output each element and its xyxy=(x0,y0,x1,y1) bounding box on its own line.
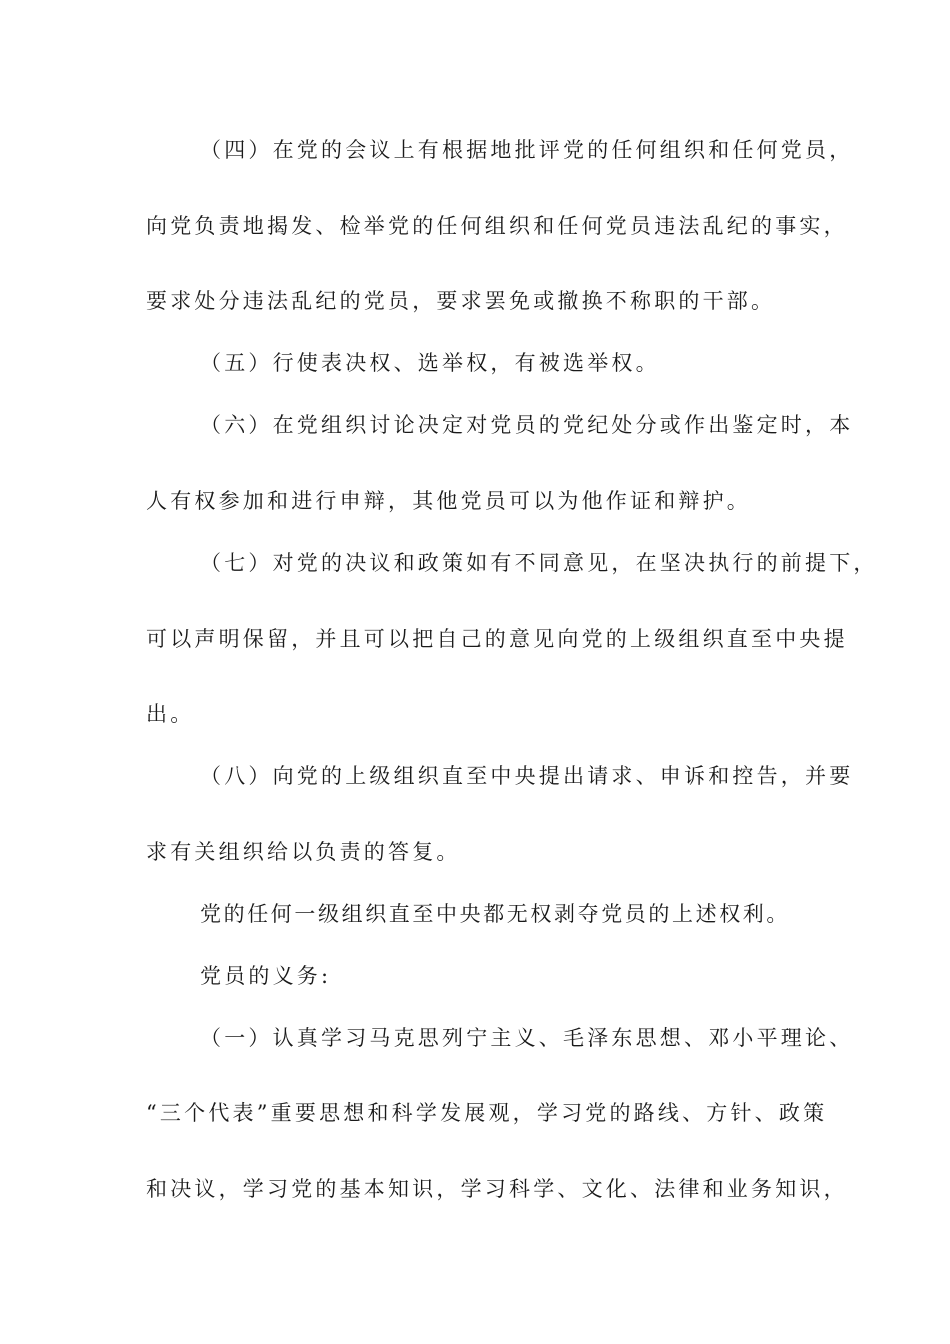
paragraph-rights-7-line-2: 可以声明保留，并且可以把自己的意见向党的上级组织直至中央提 xyxy=(146,627,848,651)
heading-member-duties: 党员的义务: xyxy=(200,964,332,988)
paragraph-duties-1-line-1: （一）认真学习马克思列宁主义、毛泽东思想、邓小平理论、 xyxy=(200,1026,854,1050)
paragraph-rights-7-line-3: 出。 xyxy=(146,702,195,726)
paragraph-duties-1-line-2: “三个代表”重要思想和科学发展观，学习党的路线、方针、政策 xyxy=(146,1101,828,1125)
paragraph-duties-1-line-3: 和决议，学习党的基本知识，学习科学、文化、法律和业务知识， xyxy=(146,1177,848,1201)
paragraph-rights-5: （五）行使表决权、选举权，有被选举权。 xyxy=(200,351,660,375)
paragraph-rights-8-line-2: 求有关组织给以负责的答复。 xyxy=(146,840,461,864)
paragraph-rights-statement: 党的任何一级组织直至中央都无权剥夺党员的上述权利。 xyxy=(200,902,790,926)
paragraph-rights-7-line-1: （七）对党的决议和政策如有不同意见，在坚决执行的前提下， xyxy=(200,551,878,575)
paragraph-rights-6-line-2: 人有权参加和进行申辩，其他党员可以为他作证和辩护。 xyxy=(146,489,751,513)
paragraph-rights-8-line-1: （八）向党的上级组织直至中央提出请求、申诉和控告，并要 xyxy=(200,764,854,788)
paragraph-rights-4-line-2: 向党负责地揭发、检举党的任何组织和任何党员违法乱纪的事实， xyxy=(146,214,848,238)
paragraph-rights-4-line-3: 要求处分违法乱纪的党员，要求罢免或撤换不称职的干部。 xyxy=(146,289,776,313)
paragraph-rights-4-line-1: （四）在党的会议上有根据地批评党的任何组织和任何党员， xyxy=(200,138,854,162)
paragraph-rights-6-line-1: （六）在党组织讨论决定对党员的党纪处分或作出鉴定时，本 xyxy=(200,413,854,437)
